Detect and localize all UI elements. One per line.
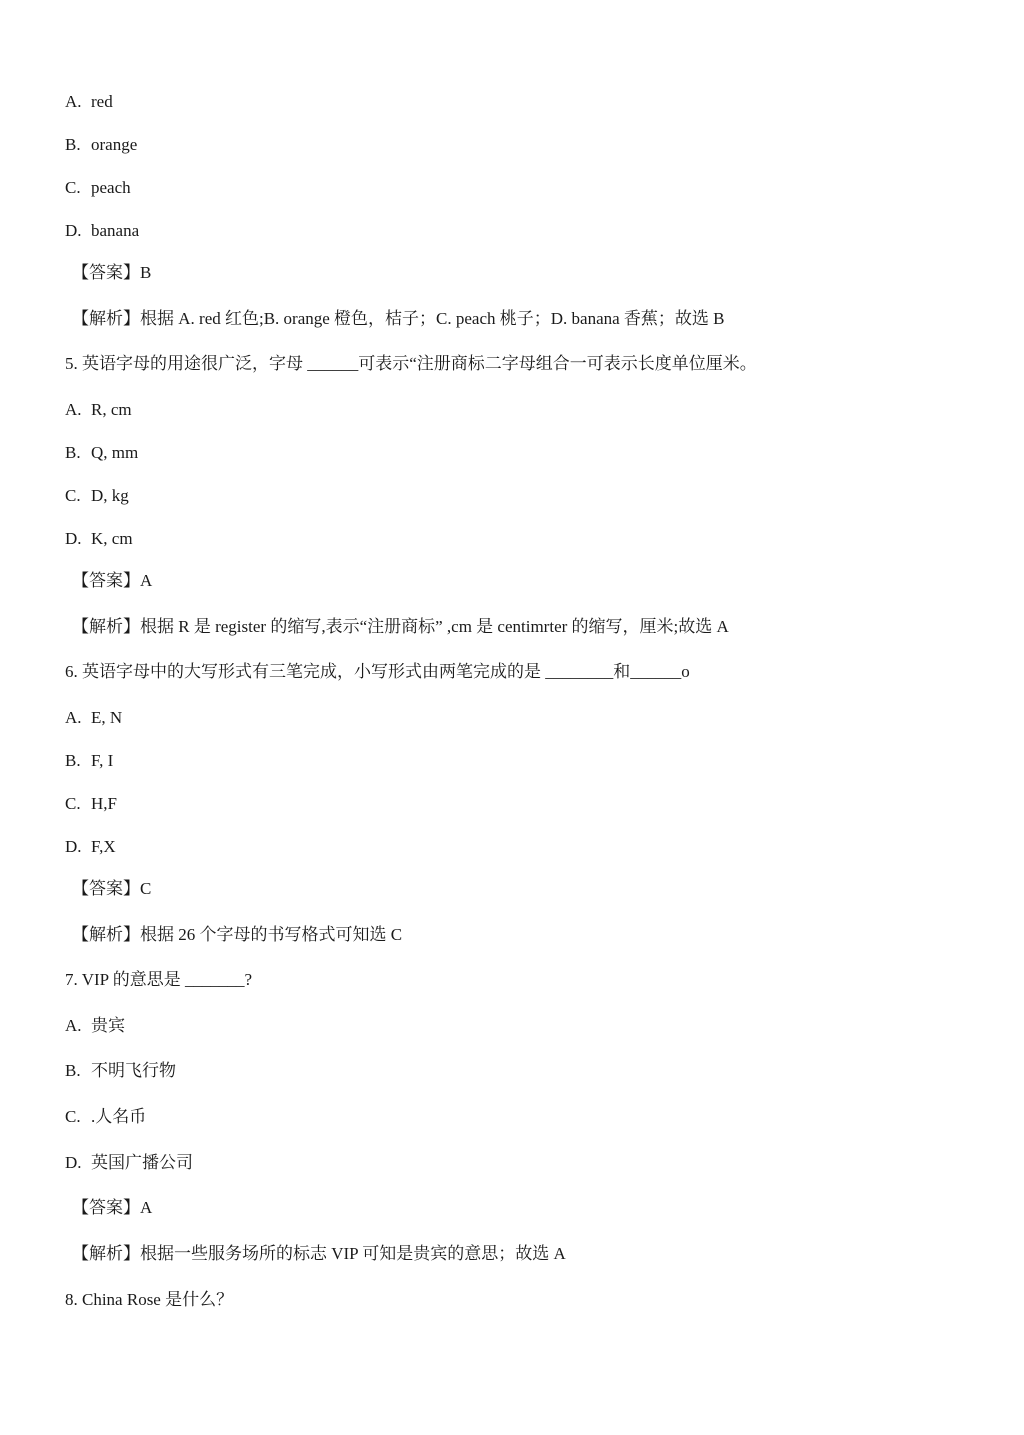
option-line xyxy=(65,399,132,421)
answer-line: 【解析】根据 A. red 红色;B. orange 橙色，桔子；C. peach 桃子；D. banana 香蕉；故选 B xyxy=(72,309,725,328)
option-text: orange xyxy=(91,135,138,154)
answer-line: 【解析】根据 26 个字母的书写格式可知选 C xyxy=(72,925,403,944)
option-text: 贵宾 xyxy=(91,1016,125,1035)
option-line xyxy=(65,1106,146,1128)
option-letter: A. xyxy=(65,1016,82,1035)
option-letter: C. xyxy=(65,1107,81,1126)
question-line: 8. China Rose 是什么？ xyxy=(65,1290,234,1309)
option-line xyxy=(65,707,122,729)
option-letter: B. xyxy=(65,135,81,154)
option-letter: B. xyxy=(65,751,81,770)
option-letter: A. xyxy=(65,400,82,419)
option-text: R, cm xyxy=(91,400,132,419)
option-text: F,X xyxy=(91,837,116,856)
question-line: 6. 英语字母中的大写形式有三笔完成，小写形式由两笔完成的是 ________和______o xyxy=(65,662,690,681)
answer-line: 【解析】根据一些服务场所的标志 VIP 可知是贵宾的意思；故选 A xyxy=(72,1244,566,1263)
answer-line: 【答案】A xyxy=(72,1198,153,1217)
option-letter: C. xyxy=(65,486,81,505)
option-text: E, N xyxy=(91,708,123,727)
option-line xyxy=(65,793,117,815)
option-text: H,F xyxy=(91,794,117,813)
option-line xyxy=(65,1060,176,1082)
option-text: peach xyxy=(91,178,131,197)
option-letter: D. xyxy=(65,529,82,548)
option-letter: D. xyxy=(65,1153,82,1172)
option-text: .人名币 xyxy=(91,1107,147,1126)
option-letter: C. xyxy=(65,178,81,197)
question-line: 5. 英语字母的用途很广泛，字母 ______可表示“注册商标二字母组合一可表示长度单位厘米。 xyxy=(65,354,757,373)
option-line xyxy=(65,750,113,772)
option-letter: B. xyxy=(65,443,81,462)
option-line xyxy=(65,177,131,199)
option-line xyxy=(65,485,129,507)
option-letter: C. xyxy=(65,794,81,813)
option-text: red xyxy=(91,92,113,111)
option-letter: D. xyxy=(65,837,82,856)
question-line: 7. VIP 的意思是 _______? xyxy=(65,970,252,989)
option-line xyxy=(65,1015,125,1037)
option-text: F, I xyxy=(91,751,114,770)
option-letter: D. xyxy=(65,221,82,240)
option-line xyxy=(65,134,137,156)
option-line xyxy=(65,442,138,464)
option-text: 不明飞行物 xyxy=(91,1061,176,1080)
answer-line: 【答案】A xyxy=(72,571,153,590)
answer-line: 【答案】B xyxy=(72,263,152,282)
option-line xyxy=(65,91,113,113)
option-line xyxy=(65,1152,193,1174)
option-text: Q, mm xyxy=(91,443,139,462)
option-text: 英国广播公司 xyxy=(91,1153,193,1172)
option-line xyxy=(65,836,116,858)
option-text: K, cm xyxy=(91,529,133,548)
option-text: D, kg xyxy=(91,486,129,505)
option-letter: B. xyxy=(65,1061,81,1080)
answer-line: 【答案】C xyxy=(72,879,152,898)
answer-line: 【解析】根据 R 是 register 的缩写,表示“注册商标” ,cm 是 centimrter 的缩写，厘米;故选 A xyxy=(72,617,729,636)
option-text: banana xyxy=(91,221,140,240)
option-letter: A. xyxy=(65,92,82,111)
option-line xyxy=(65,528,133,550)
option-line xyxy=(65,220,139,242)
option-letter: A. xyxy=(65,708,82,727)
